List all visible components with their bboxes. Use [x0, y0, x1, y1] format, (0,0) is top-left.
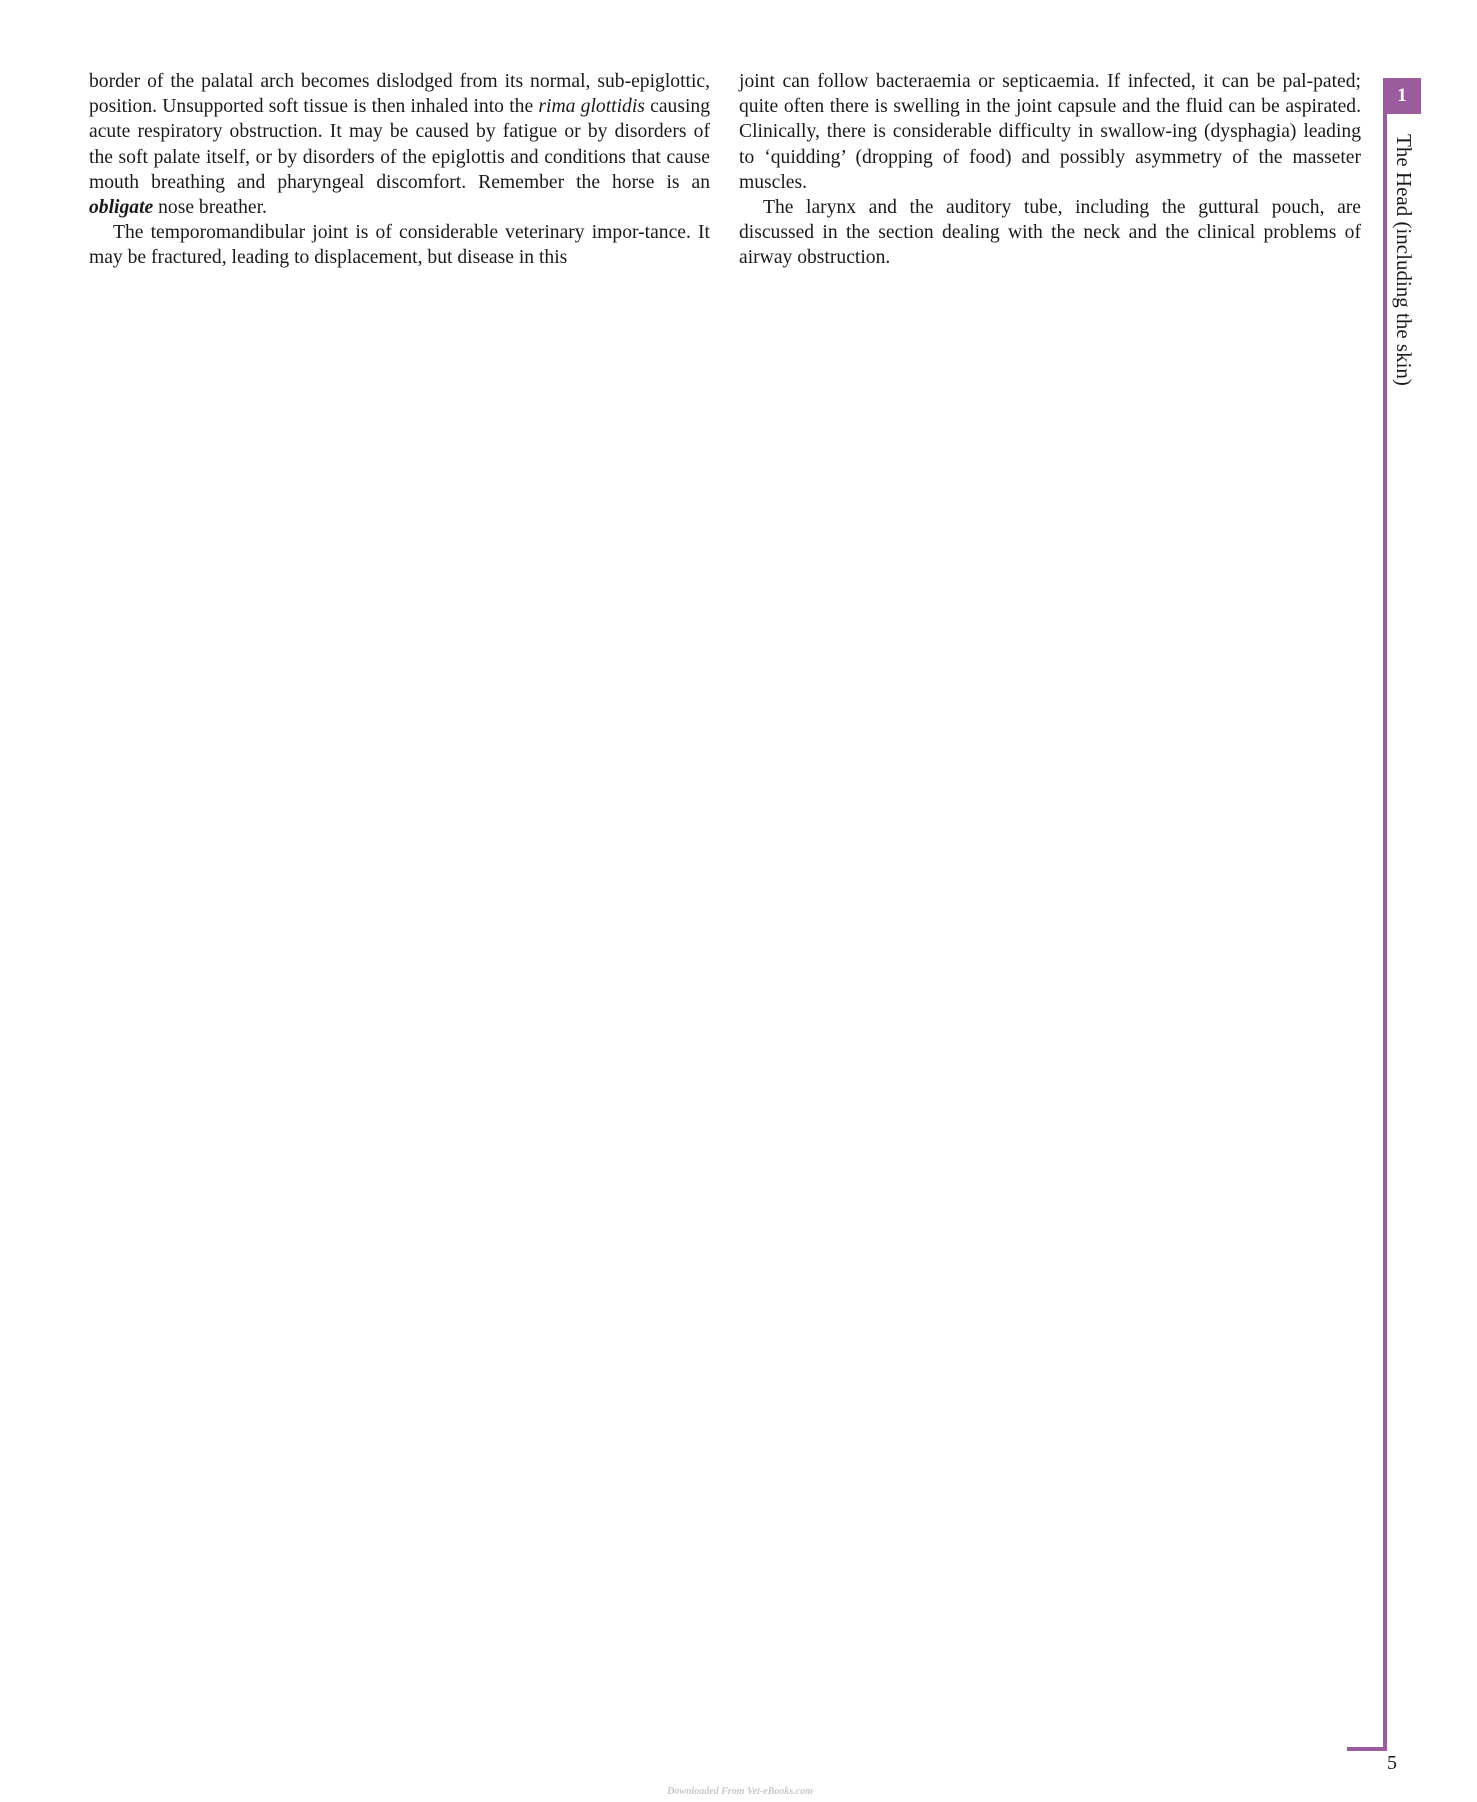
download-watermark: Downloaded From Vet-eBooks.com	[667, 1786, 813, 1797]
chapter-running-title: The Head (including the skin)	[1392, 134, 1416, 386]
left-text-column	[89, 69, 710, 271]
paragraph-temporomandibular: The temporomandibular joint is of considerable veterinary impor-tance. It may be fractured, leading to displacement, but disease in this	[89, 222, 710, 269]
emphasis-obligate: obligate	[89, 197, 154, 219]
chapter-number-tab: 1	[1383, 78, 1421, 114]
page-number: 5	[1387, 1752, 1397, 1774]
chapter-bottom-rule	[1347, 1747, 1387, 1751]
text-segment: nose breather.	[153, 197, 267, 219]
paragraph-larynx: The larynx and the auditory tube, including the guttural pouch, are discussed in the section dealing with the neck and the clinical problems of airway obstruction.	[739, 197, 1361, 269]
paragraph-joint-infection: joint can follow bacteraemia or septicaemia. If infected, it can be pal-pated; quite often there is swelling in the joint capsule and the fluid can be aspirated. Clinically, there is considerable difficulty in swallow-ing (dysphagia) leading to ‘quidding’ (dropping of food) and possibly asymmetry of the masseter muscles.	[739, 71, 1361, 193]
text-segment: causing acute respiratory obstruction. It may be caused by fatigue or by disorders of the soft palate itself, or by disorders of the epiglottis and conditions that cause mouth breathing and pharyngeal discomfort. Remember the horse is an	[89, 96, 710, 193]
term-rima-glottidis: rima glottidis	[538, 96, 645, 118]
paragraph-soft-palate	[89, 69, 710, 220]
right-text-column	[739, 69, 1361, 271]
chapter-side-rule	[1383, 114, 1387, 1750]
text-segment: border of the palatal arch becomes dislodged from its normal, sub-epiglottic, position. Unsupported soft tissue is then inhaled into the	[89, 71, 710, 118]
